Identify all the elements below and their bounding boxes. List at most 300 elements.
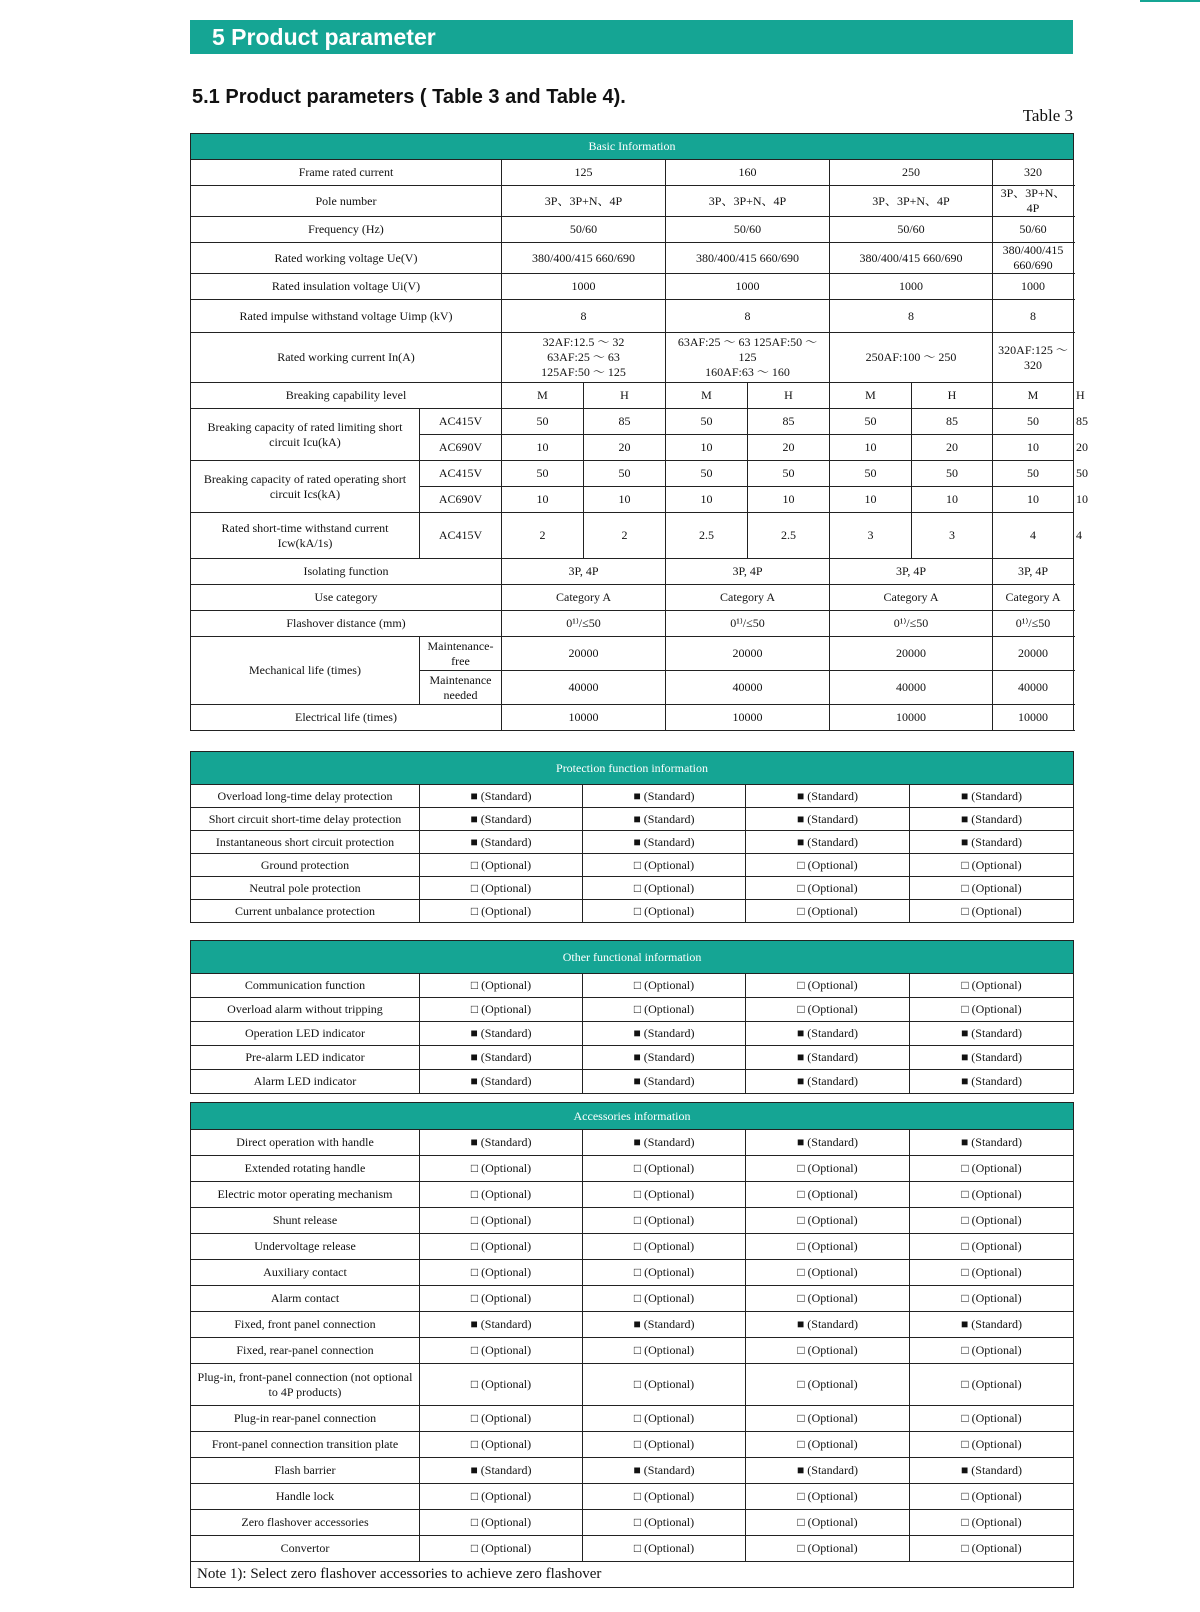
sub-label: Maintenance-free <box>420 637 502 671</box>
table-cell: □ (Optional) <box>910 1156 1074 1182</box>
table-row: Breaking capability level M H M H M H M H <box>191 383 1074 409</box>
table-cell: ■ (Standard) <box>746 1458 910 1484</box>
table-cell: □ (Optional) <box>583 1260 746 1286</box>
table-cell: ■ (Standard) <box>746 785 910 808</box>
row-label: Instantaneous short circuit protection <box>191 831 420 854</box>
table-cell: 10 <box>748 487 830 513</box>
table-cell: □ (Optional) <box>420 900 583 923</box>
table-cell: 125 <box>502 160 666 186</box>
section-header: Accessories information <box>191 1103 1074 1130</box>
row-label: Flash barrier <box>191 1458 420 1484</box>
table-cell: ■ (Standard) <box>746 831 910 854</box>
table-cell: 10 <box>993 435 1074 461</box>
table-cell: □ (Optional) <box>583 1286 746 1312</box>
table-row <box>191 1312 1074 1338</box>
table-cell: 0¹⁾/≤50 <box>502 611 666 637</box>
row-label: Auxiliary contact <box>191 1260 420 1286</box>
table-cell: □ (Optional) <box>746 998 910 1022</box>
table-cell: 10000 <box>993 705 1074 731</box>
table-row <box>191 160 1074 186</box>
table-cell: 10000 <box>830 705 993 731</box>
table-cell: ■ (Standard) <box>910 831 1074 854</box>
table-cell: □ (Optional) <box>583 900 746 923</box>
table-cell: 63AF:25 ～ 63 125AF:50 ～ 125 160AF:63 ～ 160 <box>666 333 830 383</box>
table-note: Note 1): Select zero flashover accessories to achieve zero flashover <box>191 1562 1074 1588</box>
voltage-label: AC415V <box>420 461 502 487</box>
table-cell: □ (Optional) <box>910 877 1074 900</box>
table-cell: 50/60 <box>993 217 1074 243</box>
table-cell: □ (Optional) <box>420 1510 583 1536</box>
table-cell: 2.5 <box>748 513 830 559</box>
table-cell: □ (Optional) <box>420 1338 583 1364</box>
table-cell: 50/60 <box>502 217 666 243</box>
table-cell: 250AF:100 ～ 250 <box>830 333 993 383</box>
table-cell: □ (Optional) <box>420 1286 583 1312</box>
table-cell: H <box>748 383 830 409</box>
table-cell: □ (Optional) <box>420 854 583 877</box>
section-header: Other functional information <box>191 941 1074 974</box>
row-label: Frame rated current <box>191 160 502 186</box>
table-cell: □ (Optional) <box>910 1536 1074 1562</box>
table-cell: ■ (Standard) <box>910 1022 1074 1046</box>
table-cell: 8 <box>502 300 666 333</box>
row-label: Handle lock <box>191 1484 420 1510</box>
row-label: Breaking capacity of rated limiting short circuit Icu(kA) <box>191 409 420 461</box>
row-label: Operation LED indicator <box>191 1022 420 1046</box>
table-cell: ■ (Standard) <box>910 1070 1074 1094</box>
table-row <box>191 831 1074 854</box>
table-row <box>191 808 1074 831</box>
row-label: Rated short-time withstand current Icw(kA/1s) <box>191 513 420 559</box>
row-label: Short circuit short-time delay protection <box>191 808 420 831</box>
table-row <box>191 333 1074 383</box>
table-cell: 85 <box>912 409 993 435</box>
table-row <box>191 752 1074 785</box>
table-cell: □ (Optional) <box>746 1156 910 1182</box>
row-label: Overload alarm without tripping <box>191 998 420 1022</box>
table-cell: □ (Optional) <box>910 1260 1074 1286</box>
table-row <box>191 1208 1074 1234</box>
table-cell: ■ (Standard) <box>583 1022 746 1046</box>
table-row <box>191 186 1074 217</box>
table-row <box>191 1406 1074 1432</box>
table-row <box>191 1156 1074 1182</box>
table-row <box>191 637 1074 671</box>
section-header: Basic Information <box>191 134 1074 160</box>
table-cell: 50/60 <box>830 217 993 243</box>
table-cell: ■ (Standard) <box>583 1070 746 1094</box>
table-cell: □ (Optional) <box>910 1338 1074 1364</box>
table-cell: 2 <box>584 513 666 559</box>
table-cell: 50 <box>666 461 748 487</box>
table-cell: 40000 <box>666 671 830 705</box>
table-cell: H <box>584 383 666 409</box>
table-row <box>191 941 1074 974</box>
protection-function-table <box>190 751 1074 923</box>
row-label: Pre-alarm LED indicator <box>191 1046 420 1070</box>
table-cell: 380/400/415 660/690 <box>993 243 1074 274</box>
table-row <box>191 1260 1074 1286</box>
table-cell: 160 <box>666 160 830 186</box>
table-cell: □ (Optional) <box>910 1182 1074 1208</box>
table-row <box>191 585 1074 611</box>
table-cell: 85 <box>584 409 666 435</box>
table-cell: 380/400/415 660/690 <box>830 243 993 274</box>
table-cell: □ (Optional) <box>583 998 746 1022</box>
table-cell: M <box>502 383 584 409</box>
table-cell: 10 <box>993 487 1074 513</box>
table-cell: 2 <box>502 513 584 559</box>
table-cell: ■ (Standard) <box>910 1312 1074 1338</box>
voltage-label: AC415V <box>420 513 502 559</box>
table-cell: ■ (Standard) <box>910 785 1074 808</box>
table-row <box>191 1536 1074 1562</box>
section-header: Protection function information <box>191 752 1074 785</box>
table-cell: □ (Optional) <box>746 1364 910 1406</box>
table-cell: 50 <box>748 461 830 487</box>
table-cell: 4 <box>993 513 1074 559</box>
table-cell: 3P, 4P <box>666 559 830 585</box>
table-cell: □ (Optional) <box>420 1156 583 1182</box>
top-accent-line <box>1140 0 1200 2</box>
table-cell: □ (Optional) <box>420 1536 583 1562</box>
table-cell: □ (Optional) <box>583 1208 746 1234</box>
table-row <box>191 1234 1074 1260</box>
table-cell: ■ (Standard) <box>420 1070 583 1094</box>
table-cell: 10 <box>830 435 912 461</box>
table-cell: ■ (Standard) <box>746 1022 910 1046</box>
table-cell: 10000 <box>666 705 830 731</box>
table-cell: 3P, 4P <box>830 559 993 585</box>
table-cell: 0¹⁾/≤50 <box>993 611 1074 637</box>
row-label: Rated working current In(A) <box>191 333 502 383</box>
table-cell: 50 <box>502 461 584 487</box>
table-cell: □ (Optional) <box>420 1182 583 1208</box>
basic-information-table <box>190 133 1089 731</box>
table-cell: 20000 <box>502 637 666 671</box>
table-cell: 10000 <box>502 705 666 731</box>
row-label: Plug-in, front-panel connection (not optional to 4P products) <box>191 1364 420 1406</box>
table-cell: 1000 <box>993 274 1074 300</box>
table-cell: □ (Optional) <box>583 1406 746 1432</box>
table-row <box>191 274 1074 300</box>
table-cell: □ (Optional) <box>420 1208 583 1234</box>
table-cell: ■ (Standard) <box>420 808 583 831</box>
table-cell: ■ (Standard) <box>746 808 910 831</box>
table-row <box>191 1130 1074 1156</box>
row-label: Rated insulation voltage Ui(V) <box>191 274 502 300</box>
row-label: Neutral pole protection <box>191 877 420 900</box>
row-label: Breaking capability level <box>191 383 502 409</box>
row-label: Direct operation with handle <box>191 1130 420 1156</box>
table-cell: □ (Optional) <box>746 1432 910 1458</box>
table-label: Table 3 <box>1022 106 1073 125</box>
table-cell: 85 <box>748 409 830 435</box>
table-cell: ■ (Standard) <box>583 785 746 808</box>
table-row <box>191 877 1074 900</box>
subsection-heading: 5.1 Product parameters ( Table 3 and Table 4). <box>192 86 626 108</box>
row-label: Convertor <box>191 1536 420 1562</box>
table-cell: M <box>993 383 1074 409</box>
table-cell: □ (Optional) <box>910 1510 1074 1536</box>
table-cell: 3P、3P+N、4P <box>830 186 993 217</box>
accessories-table <box>190 1102 1074 1588</box>
table-cell: ■ (Standard) <box>583 831 746 854</box>
table-cell: 20000 <box>830 637 993 671</box>
other-functional-table <box>190 940 1074 1094</box>
row-label: Electric motor operating mechanism <box>191 1182 420 1208</box>
table-cell: □ (Optional) <box>910 998 1074 1022</box>
row-label: Frequency (Hz) <box>191 217 502 243</box>
table-cell: 3P、3P+N、4P <box>502 186 666 217</box>
table-cell: □ (Optional) <box>746 877 910 900</box>
table-cell: 0¹⁾/≤50 <box>830 611 993 637</box>
table-cell: M <box>666 383 748 409</box>
table-cell: 3P、3P+N、4P <box>666 186 830 217</box>
table-row <box>191 1286 1074 1312</box>
table-cell: □ (Optional) <box>746 1338 910 1364</box>
table-cell: 3P、3P+N、4P <box>993 186 1074 217</box>
table-cell: M <box>830 383 912 409</box>
table-row <box>191 705 1074 731</box>
table-cell: □ (Optional) <box>583 1338 746 1364</box>
table-row <box>191 1070 1074 1094</box>
table-cell: □ (Optional) <box>583 1536 746 1562</box>
table-cell: ■ (Standard) <box>420 1130 583 1156</box>
table-row <box>191 974 1074 998</box>
table-cell: □ (Optional) <box>583 1234 746 1260</box>
table-cell: 20 <box>748 435 830 461</box>
table-cell: 20 <box>912 435 993 461</box>
table-row: Rated short-time withstand current Icw(kA/1s) AC415V 2 2 2.5 2.5 3 3 4 4 <box>191 513 1074 559</box>
table-cell: □ (Optional) <box>746 1536 910 1562</box>
table-row <box>191 243 1074 274</box>
table-row <box>191 559 1074 585</box>
table-cell: □ (Optional) <box>910 1432 1074 1458</box>
table-cell: 10 <box>502 487 584 513</box>
table-cell: □ (Optional) <box>583 1364 746 1406</box>
table-cell: □ (Optional) <box>583 877 746 900</box>
table-cell: 40000 <box>502 671 666 705</box>
table-row: AC690V 10 20 10 20 10 20 10 20 <box>191 435 1074 461</box>
table-row <box>191 785 1074 808</box>
table-row <box>191 1182 1074 1208</box>
table-cell: ■ (Standard) <box>583 1130 746 1156</box>
table-cell: Category A <box>993 585 1074 611</box>
table-cell: 20000 <box>666 637 830 671</box>
voltage-label: AC690V <box>420 435 502 461</box>
table-cell: □ (Optional) <box>583 1484 746 1510</box>
table-cell: ■ (Standard) <box>746 1046 910 1070</box>
row-label: Electrical life (times) <box>191 705 502 731</box>
table-cell: □ (Optional) <box>420 1364 583 1406</box>
table-cell: 50 <box>584 461 666 487</box>
table-row <box>191 1484 1074 1510</box>
table-cell: 50/60 <box>666 217 830 243</box>
row-label: Front-panel connection transition plate <box>191 1432 420 1458</box>
table-cell: □ (Optional) <box>910 1406 1074 1432</box>
row-label: Undervoltage release <box>191 1234 420 1260</box>
row-label: Extended rotating handle <box>191 1156 420 1182</box>
table-cell: 3 <box>912 513 993 559</box>
table-cell: 50 <box>666 409 748 435</box>
table-cell: □ (Optional) <box>910 900 1074 923</box>
table-cell: □ (Optional) <box>746 1286 910 1312</box>
table-cell: ■ (Standard) <box>420 1046 583 1070</box>
table-cell: 10 <box>584 487 666 513</box>
table-cell: □ (Optional) <box>746 854 910 877</box>
voltage-label: AC415V <box>420 409 502 435</box>
table-row <box>191 1364 1074 1406</box>
table-cell: □ (Optional) <box>420 998 583 1022</box>
table-row: AC690V 10 10 10 10 10 10 10 10 <box>191 487 1074 513</box>
table-cell: 0¹⁾/≤50 <box>666 611 830 637</box>
table-row <box>191 1458 1074 1484</box>
table-cell: 1000 <box>502 274 666 300</box>
table-cell: □ (Optional) <box>420 974 583 998</box>
table-cell: □ (Optional) <box>420 877 583 900</box>
table-cell: ■ (Standard) <box>746 1070 910 1094</box>
table-cell: ■ (Standard) <box>420 1458 583 1484</box>
table-row <box>191 1103 1074 1130</box>
table-cell: □ (Optional) <box>746 974 910 998</box>
section-banner: 5 Product parameter <box>190 20 1073 54</box>
row-label: Shunt release <box>191 1208 420 1234</box>
table-cell: □ (Optional) <box>583 1156 746 1182</box>
table-row <box>191 854 1074 877</box>
table-cell: ■ (Standard) <box>420 1312 583 1338</box>
table-cell: □ (Optional) <box>420 1432 583 1458</box>
table-cell: 40000 <box>830 671 993 705</box>
row-label: Fixed, front panel connection <box>191 1312 420 1338</box>
table-row <box>191 1338 1074 1364</box>
table-cell: 32AF:12.5 ～ 32 63AF:25 ～ 63 125AF:50 ～ 125 <box>502 333 666 383</box>
table-cell: 1000 <box>666 274 830 300</box>
table-cell: □ (Optional) <box>746 1484 910 1510</box>
table-cell: 380/400/415 660/690 <box>502 243 666 274</box>
table-cell: ■ (Standard) <box>746 1130 910 1156</box>
row-label: Flashover distance (mm) <box>191 611 502 637</box>
row-label: Breaking capacity of rated operating short circuit Ics(kA) <box>191 461 420 513</box>
table-cell: ■ (Standard) <box>420 785 583 808</box>
table-cell: 8 <box>666 300 830 333</box>
table-cell: ■ (Standard) <box>420 831 583 854</box>
row-label: Rated impulse withstand voltage Uimp (kV) <box>191 300 502 333</box>
table-cell: ■ (Standard) <box>583 1046 746 1070</box>
table-cell: ■ (Standard) <box>420 1022 583 1046</box>
table-cell: □ (Optional) <box>910 1364 1074 1406</box>
table-row <box>191 1046 1074 1070</box>
table-cell: 50 <box>993 409 1074 435</box>
row-label: Alarm LED indicator <box>191 1070 420 1094</box>
row-label: Fixed, rear-panel connection <box>191 1338 420 1364</box>
table-cell: 10 <box>502 435 584 461</box>
table-cell: 40000 <box>993 671 1074 705</box>
table-cell: □ (Optional) <box>583 1510 746 1536</box>
table-cell: □ (Optional) <box>420 1484 583 1510</box>
sub-label: Maintenance needed <box>420 671 502 705</box>
table-cell: □ (Optional) <box>910 854 1074 877</box>
table-row: Breaking capacity of rated operating short circuit Ics(kA) AC415V 50 50 50 50 50 50 50 50 <box>191 461 1074 487</box>
table-cell: 320AF:125 ～ 320 <box>993 333 1074 383</box>
table-cell: □ (Optional) <box>910 1208 1074 1234</box>
table-cell: ■ (Standard) <box>910 808 1074 831</box>
table-row <box>191 300 1074 333</box>
voltage-label: AC690V <box>420 487 502 513</box>
table-row <box>191 1562 1074 1588</box>
table-cell: 20 <box>584 435 666 461</box>
table-cell: □ (Optional) <box>420 1406 583 1432</box>
table-cell: □ (Optional) <box>746 1406 910 1432</box>
table-row <box>191 1022 1074 1046</box>
row-label: Use category <box>191 585 502 611</box>
table-cell: 3 <box>830 513 912 559</box>
table-cell: □ (Optional) <box>746 900 910 923</box>
table-cell: 3P, 4P <box>993 559 1074 585</box>
table-cell: 10 <box>666 487 748 513</box>
table-cell: □ (Optional) <box>746 1208 910 1234</box>
table-cell: 50 <box>830 409 912 435</box>
table-cell: 250 <box>830 160 993 186</box>
table-cell: □ (Optional) <box>420 1234 583 1260</box>
table-cell: 10 <box>912 487 993 513</box>
table-row <box>191 1510 1074 1536</box>
table-cell: 50 <box>502 409 584 435</box>
table-cell: □ (Optional) <box>583 1432 746 1458</box>
table-cell: Category A <box>666 585 830 611</box>
table-cell: □ (Optional) <box>746 1510 910 1536</box>
table-cell: Category A <box>830 585 993 611</box>
table-cell: □ (Optional) <box>583 974 746 998</box>
table-cell: □ (Optional) <box>746 1182 910 1208</box>
row-label: Communication function <box>191 974 420 998</box>
table-cell: 2.5 <box>666 513 748 559</box>
row-label: Rated working voltage Ue(V) <box>191 243 502 274</box>
table-cell: ■ (Standard) <box>910 1458 1074 1484</box>
row-label: Mechanical life (times) <box>191 637 420 705</box>
table-cell: ■ (Standard) <box>583 1458 746 1484</box>
table-cell: Category A <box>502 585 666 611</box>
table-cell: □ (Optional) <box>910 1484 1074 1510</box>
table-cell: 8 <box>993 300 1074 333</box>
table-cell: ■ (Standard) <box>583 808 746 831</box>
table-row: Breaking capacity of rated limiting short circuit Icu(kA) AC415V 50 85 50 85 50 85 50 85 <box>191 409 1074 435</box>
table-cell: 10 <box>830 487 912 513</box>
table-row <box>191 217 1074 243</box>
table-cell: 3P, 4P <box>502 559 666 585</box>
table-row <box>191 900 1074 923</box>
table-row <box>191 611 1074 637</box>
table-row <box>191 134 1074 160</box>
table-cell: □ (Optional) <box>910 1234 1074 1260</box>
table-row <box>191 1432 1074 1458</box>
row-label: Overload long-time delay protection <box>191 785 420 808</box>
table-cell: 50 <box>993 461 1074 487</box>
row-label: Zero flashover accessories <box>191 1510 420 1536</box>
table-cell: 10 <box>666 435 748 461</box>
table-cell: □ (Optional) <box>910 1286 1074 1312</box>
table-cell: ■ (Standard) <box>583 1312 746 1338</box>
row-label: Plug-in rear-panel connection <box>191 1406 420 1432</box>
table-cell: H <box>912 383 993 409</box>
table-cell: □ (Optional) <box>420 1260 583 1286</box>
table-cell: 1000 <box>830 274 993 300</box>
table-cell: □ (Optional) <box>746 1260 910 1286</box>
table-cell: □ (Optional) <box>746 1234 910 1260</box>
table-row <box>191 998 1074 1022</box>
table-cell: □ (Optional) <box>583 1182 746 1208</box>
table-cell: 20000 <box>993 637 1074 671</box>
